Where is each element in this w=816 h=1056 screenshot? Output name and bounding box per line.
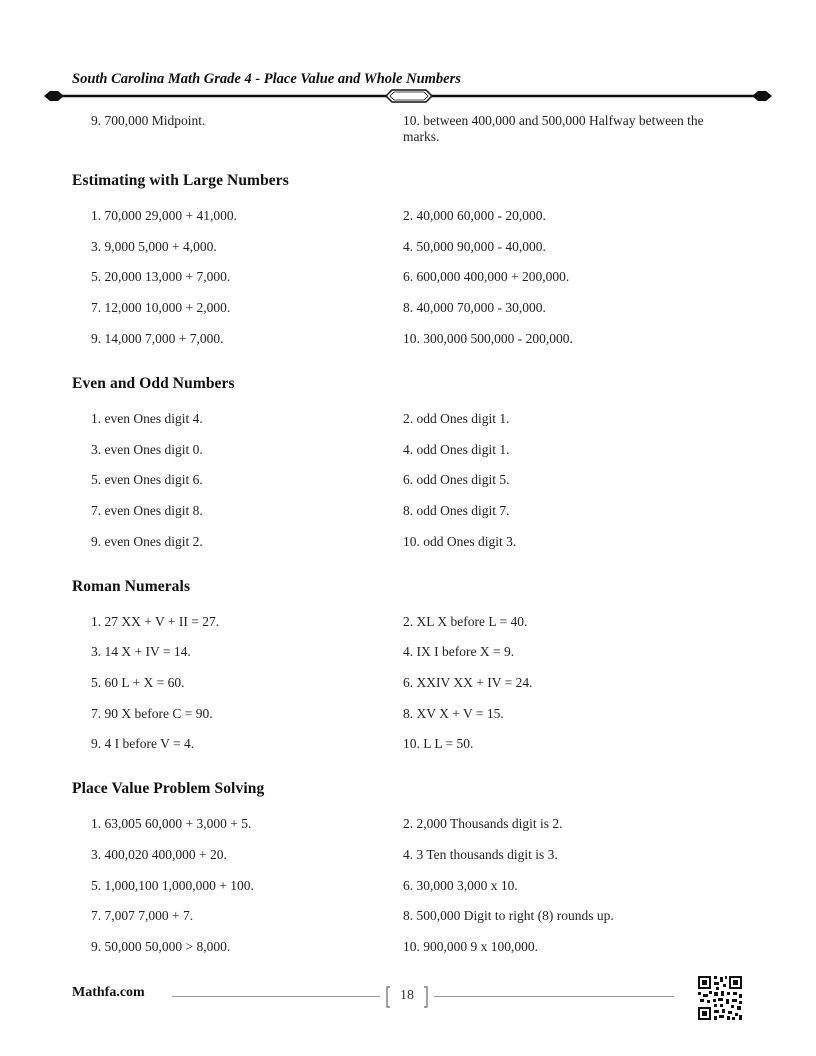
section-heading-place-value: Place Value Problem Solving	[72, 780, 265, 797]
list-item: 1. 70,000 29,000 + 41,000.	[91, 208, 237, 223]
list-item: 9. 14,000 7,000 + 7,000.	[91, 331, 224, 346]
list-item: 8. XV X + V = 15.	[403, 706, 504, 721]
section-heading-estimating: Estimating with Large Numbers	[72, 172, 289, 189]
list-item: 3. 400,020 400,000 + 20.	[91, 847, 227, 862]
list-item: 8. odd Ones digit 7.	[403, 503, 510, 518]
list-item: 1. 27 XX + V + II = 27.	[91, 614, 220, 629]
list-item: 3. 9,000 5,000 + 4,000.	[91, 239, 217, 254]
list-item: 9. 50,000 50,000 > 8,000.	[91, 939, 231, 954]
list-item: 10. 900,000 9 x 100,000.	[403, 939, 538, 954]
list-item: 4. odd Ones digit 1.	[403, 442, 510, 457]
list-item: 8. 40,000 70,000 - 30,000.	[403, 300, 546, 315]
page-header-title: South Carolina Math Grade 4 - Place Value and Whole Numbers	[72, 71, 461, 87]
list-item: 7. 12,000 10,000 + 2,000.	[91, 300, 231, 315]
list-item: 8. 500,000 Digit to right (8) rounds up.	[403, 908, 614, 923]
list-item: 10. L L = 50.	[403, 736, 474, 751]
list-item: 9. even Ones digit 2.	[91, 534, 203, 549]
list-item: 7. 90 X before C = 90.	[91, 706, 213, 721]
list-item: 9. 4 I before V = 4.	[91, 736, 195, 751]
list-item: 10. between 400,000 and 500,000 Halfway between the marks.	[403, 113, 704, 144]
list-item: 9. 700,000 Midpoint.	[91, 113, 206, 128]
list-item: 4. 50,000 90,000 - 40,000.	[403, 239, 546, 254]
page-number: 18	[400, 988, 414, 1003]
list-item: 5. 20,000 13,000 + 7,000.	[91, 269, 231, 284]
list-item: 5. 60 L + X = 60.	[91, 675, 185, 690]
list-item: 2. XL X before L = 40.	[403, 614, 528, 629]
list-item: 1. even Ones digit 4.	[91, 411, 203, 426]
header-ornament-rule	[44, 87, 772, 105]
list-item: 2. 2,000 Thousands digit is 2.	[403, 816, 563, 831]
footer-brand-link[interactable]: Mathfa.com	[72, 985, 145, 1000]
page-number-box	[384, 985, 430, 1009]
list-item: 10. 300,000 500,000 - 200,000.	[403, 331, 573, 346]
qr-code-icon	[697, 975, 743, 1021]
list-item: 3. even Ones digit 0.	[91, 442, 203, 457]
list-item: 5. 1,000,100 1,000,000 + 100.	[91, 878, 254, 893]
list-item: 4. 3 Ten thousands digit is 3.	[403, 847, 558, 862]
list-item: 6. odd Ones digit 5.	[403, 472, 510, 487]
list-item: 6. 30,000 3,000 x 10.	[403, 878, 518, 893]
footer-divider-right	[434, 996, 674, 997]
list-item: 3. 14 X + IV = 14.	[91, 644, 191, 659]
list-item: 5. even Ones digit 6.	[91, 472, 203, 487]
list-item: 2. 40,000 60,000 - 20,000.	[403, 208, 546, 223]
list-item: 10. odd Ones digit 3.	[403, 534, 517, 549]
list-item: 4. IX I before X = 9.	[403, 644, 515, 659]
list-item: 7. even Ones digit 8.	[91, 503, 203, 518]
list-item: 6. XXIV XX + IV = 24.	[403, 675, 533, 690]
list-item: 2. odd Ones digit 1.	[403, 411, 510, 426]
footer-divider-left	[172, 996, 380, 997]
section-heading-roman: Roman Numerals	[72, 578, 191, 595]
list-item: 6. 600,000 400,000 + 200,000.	[403, 269, 570, 284]
section-heading-even-odd: Even and Odd Numbers	[72, 375, 235, 392]
list-item: 7. 7,007 7,000 + 7.	[91, 908, 194, 923]
list-item: 1. 63,005 60,000 + 3,000 + 5.	[91, 816, 252, 831]
